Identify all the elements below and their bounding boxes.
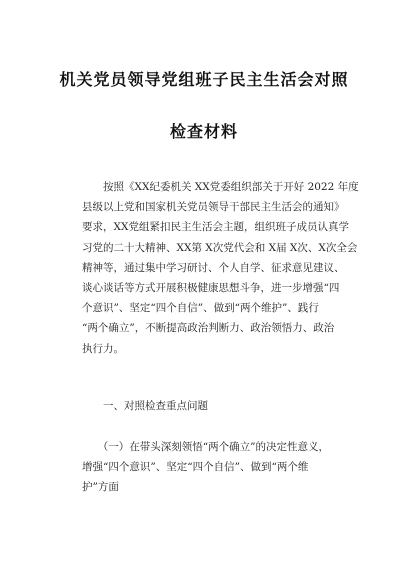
paragraph-line: 增强“四个意识”、坚定“四个自信”、做到“两个维 <box>82 461 309 474</box>
section-heading-text: 一、对照检查重点问题 <box>82 400 208 412</box>
paragraph-line: 习党的二十大精神、XX第 X次党代会和 X届 X次、X次全会 <box>82 241 358 254</box>
paragraph-line: 要求，XX党组紧扣民主生活会主题，组织班子成员认真学 <box>82 221 349 234</box>
paragraph-line: 县级以上党和国家机关党员领导干部民主生活会的通知》 <box>82 201 345 214</box>
paragraph-line: 精神等，通过集中学习研讨、个人自学、征求意见建议、 <box>82 261 345 274</box>
paragraph-line: （一）在带头深刻领悟“两个确立”的决定性意义， <box>82 441 329 453</box>
section-heading-1 <box>82 396 352 416</box>
intro-paragraph <box>82 177 359 359</box>
paragraph-line: 个意识”、坚定“四个自信”、做到“两个维护”、践行 <box>82 302 319 315</box>
paragraph-line: 按照《XX纪委机关 XX党委组织部关于开好 2022 年度 <box>82 181 359 193</box>
document-title-line-2: 检查材料 <box>169 122 238 141</box>
document-title-line-1: 机关党员领导党组班子民主生活会对照 <box>59 70 349 89</box>
subsection-paragraph-1 <box>82 437 352 498</box>
paragraph-line: 护”方面 <box>82 481 119 494</box>
paragraph-line: 执行力。 <box>82 342 124 355</box>
paragraph-line: “两个确立”，不断提高政治判断力、政治领悟力、政治 <box>82 322 335 335</box>
paragraph-line: 谈心谈话等方式开展积极健康思想斗争，进一步增强“四 <box>82 282 340 295</box>
